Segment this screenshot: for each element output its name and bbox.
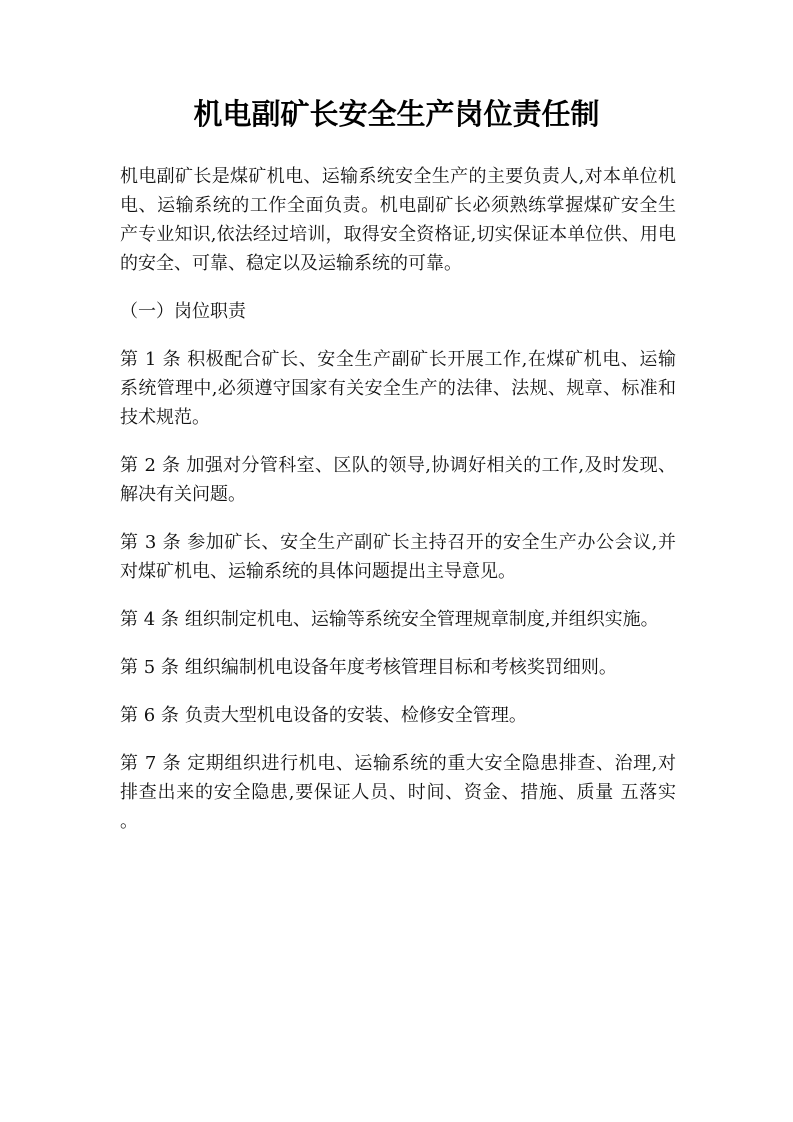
article-number: 第 7 条 bbox=[120, 753, 182, 774]
article-5 bbox=[120, 653, 676, 682]
article-number: 第 6 条 bbox=[120, 705, 179, 726]
document-title: 机电副矿长安全生产岗位责任制 bbox=[193, 97, 600, 131]
article-7 bbox=[120, 749, 676, 836]
article-number: 第 1 条 bbox=[120, 349, 182, 370]
article-6 bbox=[120, 701, 676, 730]
article-number: 第 2 条 bbox=[120, 455, 181, 476]
article-text: 加强对分管科室、区队的领导,协调好相关的工作,及时发现、解决有关问题。 bbox=[120, 455, 676, 505]
section-heading: （一）岗位职责 bbox=[120, 301, 246, 322]
article-2 bbox=[120, 451, 676, 509]
article-text: 负责大型机电设备的安装、检修安全管理。 bbox=[184, 705, 527, 726]
article-1 bbox=[120, 345, 676, 432]
article-text: 积极配合矿长、安全生产副矿长开展工作,在煤矿机电、运输系统管理中,必须遵守国家有关安全生产的法律、法规、规章、标准和技术规范。 bbox=[120, 349, 676, 428]
article-number: 第 5 条 bbox=[120, 657, 179, 678]
article-text: 定期组织进行机电、运输系统的重大安全隐患排查、治理,对排查出来的安全隐患,要保证人员、时间、资金、措施、质量 五落实 。 bbox=[120, 753, 676, 832]
article-4 bbox=[120, 605, 676, 634]
document-body bbox=[120, 162, 676, 855]
article-text: 组织编制机电设备年度考核管理目标和考核奖罚细则。 bbox=[184, 657, 617, 678]
article-number: 第 4 条 bbox=[120, 609, 179, 630]
intro-paragraph: 机电副矿长是煤矿机电、运输系统安全生产的主要负责人,对本单位机电、运输系统的工作全面负责。机电副矿长必须熟练掌握煤矿安全生产专业知识,依法经过培训，取得安全资格证,切实保证本单位供、用电的安全、可靠、稳定以及运输系统的可靠。 bbox=[120, 166, 676, 274]
article-text: 组织制定机电、运输等系统安全管理规章制度,并组织实施。 bbox=[184, 609, 659, 630]
article-number: 第 3 条 bbox=[120, 532, 182, 553]
article-text: 参加矿长、安全生产副矿长主持召开的安全生产办公会议,并对煤矿机电、运输系统的具体问题提出主导意见。 bbox=[120, 532, 676, 582]
article-3 bbox=[120, 528, 676, 586]
